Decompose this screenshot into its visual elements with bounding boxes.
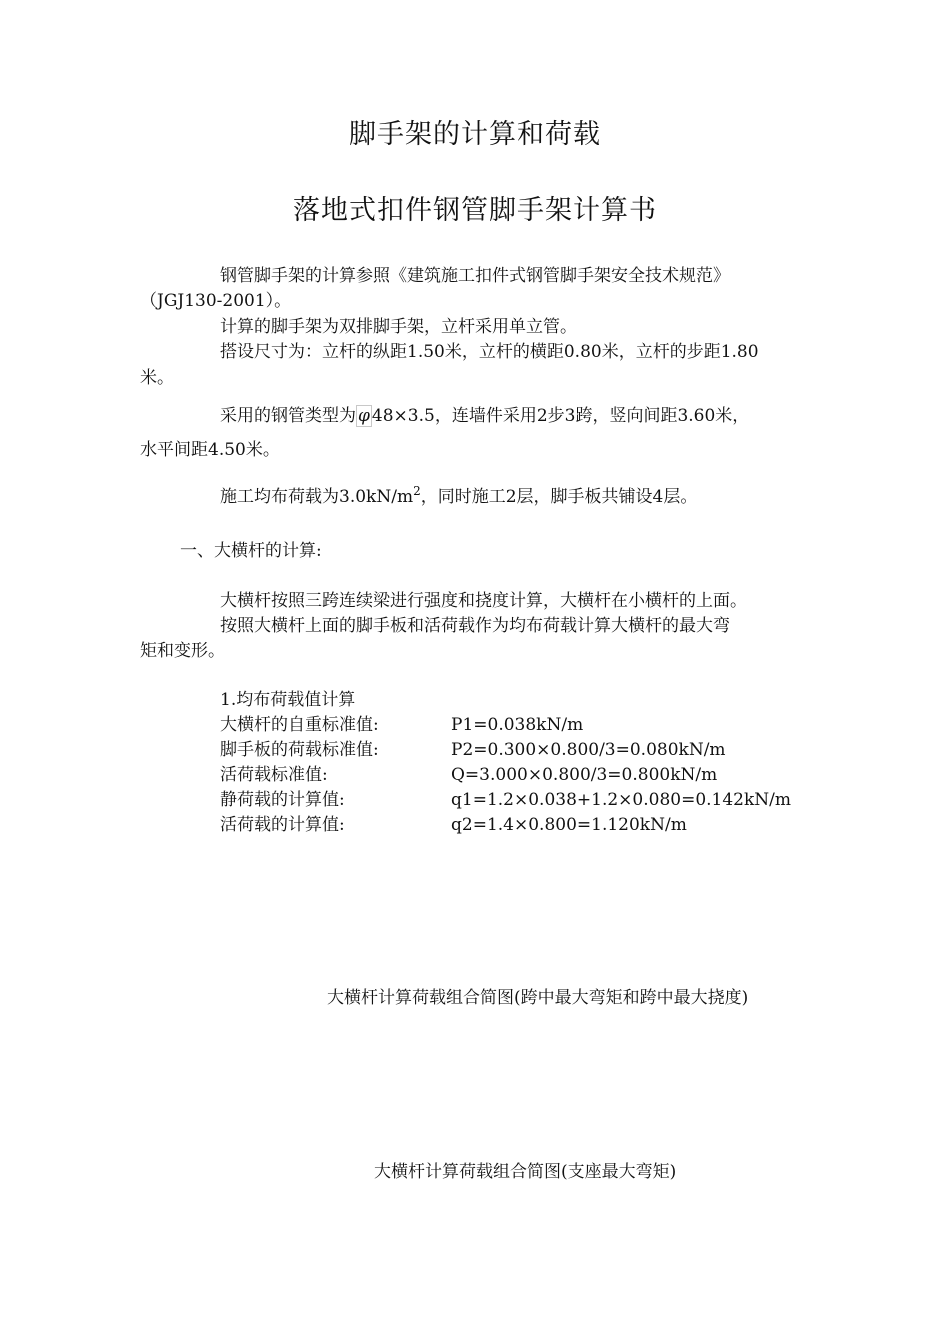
intro-paragraph-3-line-1: 搭设尺寸为：立杆的纵距1.50米，立杆的横距0.80米，立杆的步距1.80 [220,342,759,362]
section-1-paragraph-2-line-1: 按照大横杆上面的脚手板和活荷载作为均布荷载计算大横杆的最大弯 [220,616,730,636]
load-text: 施工均布荷载为3.0kN/m [220,487,414,507]
load-row [220,738,726,762]
load-row [220,763,717,787]
load-row-label: 大横杆的自重标准值: [220,715,379,735]
section-1-paragraph-2-line-2: 矩和变形。 [140,641,225,661]
intro-paragraph-4-line-1 [220,404,749,428]
phi-symbol: φ [358,406,370,426]
subsection-heading: 1.均布荷载值计算 [220,690,356,710]
intro-paragraph-4-line-2: 水平间距4.50米。 [140,440,280,460]
load-row [220,713,583,737]
load-row-label: 脚手板的荷载标准值: [220,740,379,760]
load-text-rest: ，同时施工2层，脚手板共铺设4层。 [420,487,698,507]
intro-paragraph-5 [220,479,697,509]
document-title: 脚手架的计算和荷载 [349,119,601,150]
load-row-label: 活荷载的计算值: [220,815,345,835]
intro-paragraph-1-line-2: （JGJ130-2001）。 [140,291,292,311]
load-row-label: 活荷载标准值: [220,765,328,785]
intro-paragraph-2: 计算的脚手架为双排脚手架，立杆采用单立管。 [220,317,577,337]
load-row [220,813,687,837]
load-row-value: q1=1.2×0.038+1.2×0.080=0.142kN/m [451,790,792,810]
figure-caption-2: 大横杆计算荷载组合简图(支座最大弯矩) [374,1162,677,1182]
document-subtitle: 落地式扣件钢管脚手架计算书 [293,195,657,226]
intro-paragraph-3-line-2: 米。 [140,368,174,388]
load-row-value: q2=1.4×0.800=1.120kN/m [451,815,687,835]
load-row-value: Q=3.000×0.800/3=0.800kN/m [451,765,718,785]
load-row-value: P1=0.038kN/m [451,715,584,735]
pipe-type-label: 采用的钢管类型为 [220,406,356,426]
intro-paragraph-1-line-1: 钢管脚手架的计算参照《建筑施工扣件式钢管脚手架安全技术规范》 [220,266,730,286]
load-row [220,788,791,812]
load-row-value: P2=0.300×0.800/3=0.080kN/m [451,740,726,760]
figure-caption-1: 大横杆计算荷载组合简图(跨中最大弯矩和跨中最大挠度) [327,988,749,1008]
section-1-paragraph-1: 大横杆按照三跨连续梁进行强度和挠度计算，大横杆在小横杆的上面。 [220,591,747,611]
load-row-label: 静荷载的计算值: [220,790,345,810]
pipe-spec: 48×3.5，连墙件采用2步3跨，竖向间距3.60米， [371,406,750,426]
section-1-heading: 一、大横杆的计算: [180,541,322,561]
superscript-2: 2 [413,484,421,498]
